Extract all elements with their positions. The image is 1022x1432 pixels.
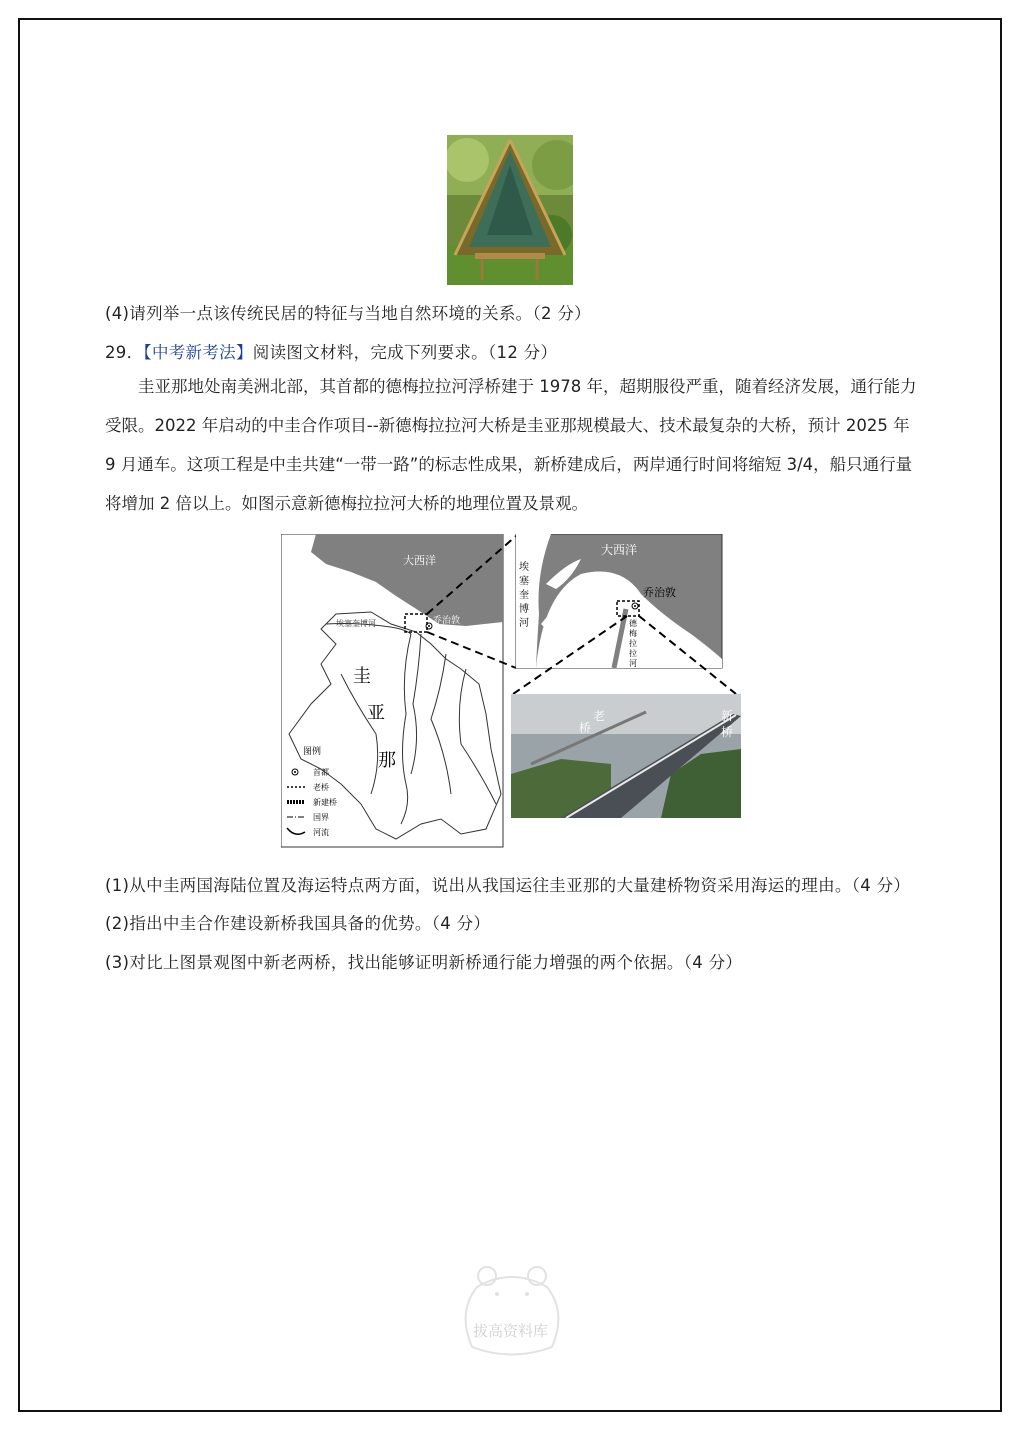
inset-capital-label: 乔治敦 bbox=[643, 586, 676, 599]
inset-river-right-3: 拉 bbox=[629, 639, 637, 648]
inset-river-left-4: 博 bbox=[519, 604, 529, 615]
inset-river-left-3: 奎 bbox=[519, 590, 529, 601]
question-4: (4)请列举一点该传统民居的特征与当地自然环境的关系。（2 分） bbox=[105, 304, 591, 323]
inset-map bbox=[516, 534, 722, 668]
material-paragraph: 圭亚那地处南美洲北部，其首都的德梅拉拉河浮桥建于 1978 年，超期服役严重，随着经济发展，通行能力受限。2022 年启动的中圭合作项目--新德梅拉拉河大桥是圭亚那规模最大、技术最复杂的大桥，预计 2025 年 9 月通车。这项工程是中圭共建“一带一路”的标志性成果，新桥建成后，两岸通行时间将缩短 3/4，船只通行量将增加 2 倍以上。如图示意新德梅拉拉河大桥的地理位置及景观。 bbox=[105, 377, 917, 513]
traditional-house-photo bbox=[447, 135, 573, 285]
old-bridge-char-1: 老 bbox=[593, 709, 606, 723]
sub-question-2: (2)指出中圭合作建设新桥我国具备的优势。（4 分） bbox=[105, 914, 491, 933]
inset-river-right-4: 拉 bbox=[629, 649, 637, 658]
inset-river-left-5: 河 bbox=[519, 618, 529, 629]
inset-ocean-label: 大西洋 bbox=[601, 543, 638, 557]
country-char-2: 亚 bbox=[367, 703, 385, 724]
sub-question-3: (3)对比上图景观图中新老两桥，找出能够证明新桥通行能力增强的两个依据。（4 分） bbox=[105, 953, 743, 972]
country-char-3: 那 bbox=[378, 750, 396, 771]
new-bridge-char-2: 桥 bbox=[721, 725, 734, 739]
inset-river-right-2: 梅 bbox=[629, 629, 637, 638]
question-tag: 【中考新考法】 bbox=[143, 343, 253, 362]
legend-river: 河流 bbox=[313, 828, 329, 837]
legend-title: 图例 bbox=[303, 747, 322, 757]
inset-river-right-1: 德 bbox=[629, 619, 637, 628]
inset-river-right-5: 河 bbox=[629, 659, 637, 668]
question-number: 29． bbox=[105, 343, 144, 362]
inset-river-left-1: 埃 bbox=[519, 562, 529, 573]
inset-river-left-2: 塞 bbox=[519, 576, 529, 587]
main-ocean-label: 大西洋 bbox=[403, 554, 436, 567]
main-map bbox=[281, 534, 503, 847]
main-capital-label: 乔治敦 bbox=[433, 616, 461, 626]
bridge-location-figure bbox=[281, 534, 743, 854]
legend-capital: 首都 bbox=[313, 768, 329, 777]
new-bridge-char-1: 新 bbox=[721, 709, 734, 723]
main-river-label: 埃塞奎博河 bbox=[336, 619, 376, 628]
question-29-text: 阅读图文材料，完成下列要求。（12 分） bbox=[252, 343, 558, 362]
country-char-1: 圭 bbox=[353, 666, 371, 687]
bear-watermark-icon bbox=[452, 1262, 572, 1362]
question-29-header bbox=[105, 339, 557, 363]
bridge-photo bbox=[511, 694, 741, 818]
legend-new-bridge: 新建桥 bbox=[313, 798, 337, 807]
legend-old-bridge: 老桥 bbox=[313, 783, 329, 792]
old-bridge-char-2: 桥 bbox=[579, 721, 592, 735]
watermark-text: 拔高资料库 bbox=[473, 1322, 549, 1340]
legend-border: 国界 bbox=[313, 813, 329, 822]
sub-question-1: (1)从中圭两国海陆位置及海运特点两方面，说出从我国运往圭亚那的大量建桥物资采用海运的理由。（4 分） bbox=[105, 876, 911, 895]
